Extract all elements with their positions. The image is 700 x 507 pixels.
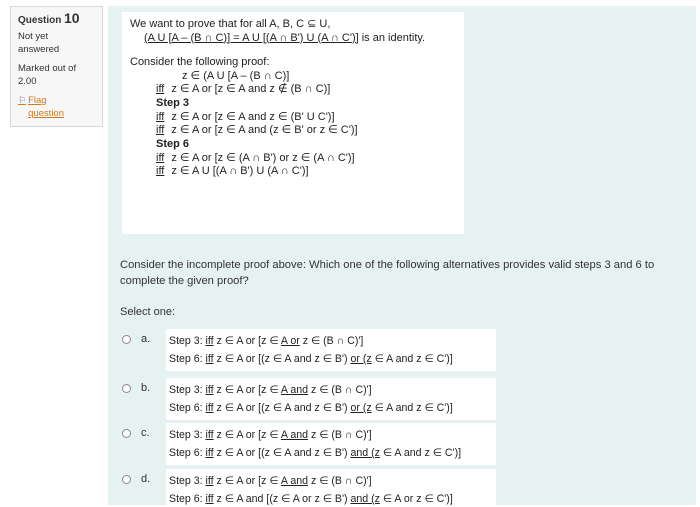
proof-block [130, 70, 456, 180]
proof-line: iff z ∈ A or [z ∈ A and (z ∈ B' or z ∈ C')] [156, 124, 358, 137]
proof-line: iff z ∈ A or [z ∈ A and z ∉ (B ∩ C)] [156, 83, 331, 96]
flag-label: Flag question [28, 95, 64, 119]
prove-identity: (A U [A – (B ∩ C)] = A U [(A ∩ B') U (A ∩ C')] is an identity. [144, 31, 426, 44]
question-number: Question 10 [18, 10, 80, 26]
select-one-label: Select one: [120, 306, 176, 318]
flag-icon: ⚐ [18, 95, 27, 105]
option-text[interactable]: Step 3: iff z ∈ A or [z ∈ A and z ∈ (B ∩ C)'] Step 6: iff z ∈ A and [(z ∈ A or z ∈ B') and (z ∈ A or z ∈ C')] [166, 469, 496, 507]
question-content: We want to prove that for all A, B, C ⊆ U, (A U [A – (B ∩ C)] = A U [(A ∩ B') U (A ∩ C')] is an identity. Consider the following proof: z ∈ (A U [A – (B ∩ C)] iff z ∈ A or [z ∈ A and z ∉ (B ∩ C)] Step 3 iff z ∈ A or [z ∈ A and z ∈ (B' U C')] iff z ∈ A or [z ∈ A and (z ∈ B' or z ∈ C')] Step 6 iff z ∈ A or [z ∈ (A ∩ B') or z ∈ (A ∩ C')] iff z ∈ A U [(A ∩ B') U (A ∩ C')] Consider the incomplete proof above: Which one of the following alternatives provides valid steps 3 and 6 to complete the given proof? Select one: a. Step 3: iff z ∈ A or [z ∈ A or z ∈ (B ∩ C)'] Step 6: iff z ∈ A or [(z ∈ A and z ∈ B') or (z ∈ A and z ∈ C')] b. Step 3: iff z ∈ A or [z ∈ A and z ∈ (B ∩ C)'] Step 6: iff z ∈ A or [(z ∈ A and z ∈ B') or (z ∈ A and z ∈ C')] c. Step 3: iff z ∈ A or [z ∈ A and z ∈ (B ∩ C)'] Step 6: iff z ∈ A or [(z ∈ A and z ∈ B') and (z ∈ A and z ∈ C')] d. Step 3: iff z ∈ A or [z ∈ A and z ∈ (B ∩ C)'] Step 6: iff z ∈ A and [(z ∈ A or z ∈ B') and (z ∈ A or z ∈ C')] [108, 6, 696, 505]
proof-line: iff z ∈ A or [z ∈ (A ∩ B') or z ∈ (A ∩ C')] [156, 151, 355, 164]
radio-unchecked-icon[interactable] [122, 335, 131, 344]
question-info-panel [10, 6, 103, 127]
proof-line: iff z ∈ A U [(A ∩ B') U (A ∩ C')] [156, 165, 309, 178]
question-grade: Marked out of 2.00 [18, 63, 77, 87]
question-state: Not yet answered [18, 31, 60, 55]
option-text[interactable]: Step 3: iff z ∈ A or [z ∈ A and z ∈ (B ∩ C)'] Step 6: iff z ∈ A or [(z ∈ A and z ∈ B') or (z ∈ A and z ∈ C')] [166, 378, 496, 420]
question-text-box [122, 12, 464, 234]
radio-unchecked-icon[interactable] [122, 384, 131, 393]
option-text[interactable]: Step 3: iff z ∈ A or [z ∈ A or z ∈ (B ∩ C)'] Step 6: iff z ∈ A or [(z ∈ A and z ∈ B') or (z ∈ A and z ∈ C')] [166, 329, 496, 371]
question-prompt: Consider the incomplete proof above: Which one of the following alternatives provides valid steps 3 and 6 to complete the given proof? [120, 259, 655, 287]
radio-unchecked-icon[interactable] [122, 429, 131, 438]
proof-line: z ∈ (A U [A – (B ∩ C)] [182, 69, 290, 82]
radio-unchecked-icon[interactable] [122, 475, 131, 484]
flag-question-link[interactable] [18, 94, 95, 120]
prove-statement: We want to prove that for all A, B, C ⊆ U, [130, 18, 331, 30]
proof-step-6: Step 6 [156, 137, 190, 150]
proof-line: iff z ∈ A or [z ∈ A and z ∈ (B' U C')] [156, 110, 335, 123]
option-text[interactable]: Step 3: iff z ∈ A or [z ∈ A and z ∈ (B ∩ C)'] Step 6: iff z ∈ A or [(z ∈ A and z ∈ B') and (z ∈ A and z ∈ C')] [166, 423, 496, 465]
proof-step-3: Step 3 [156, 96, 190, 109]
consider-proof-heading: Consider the following proof: [130, 56, 270, 68]
